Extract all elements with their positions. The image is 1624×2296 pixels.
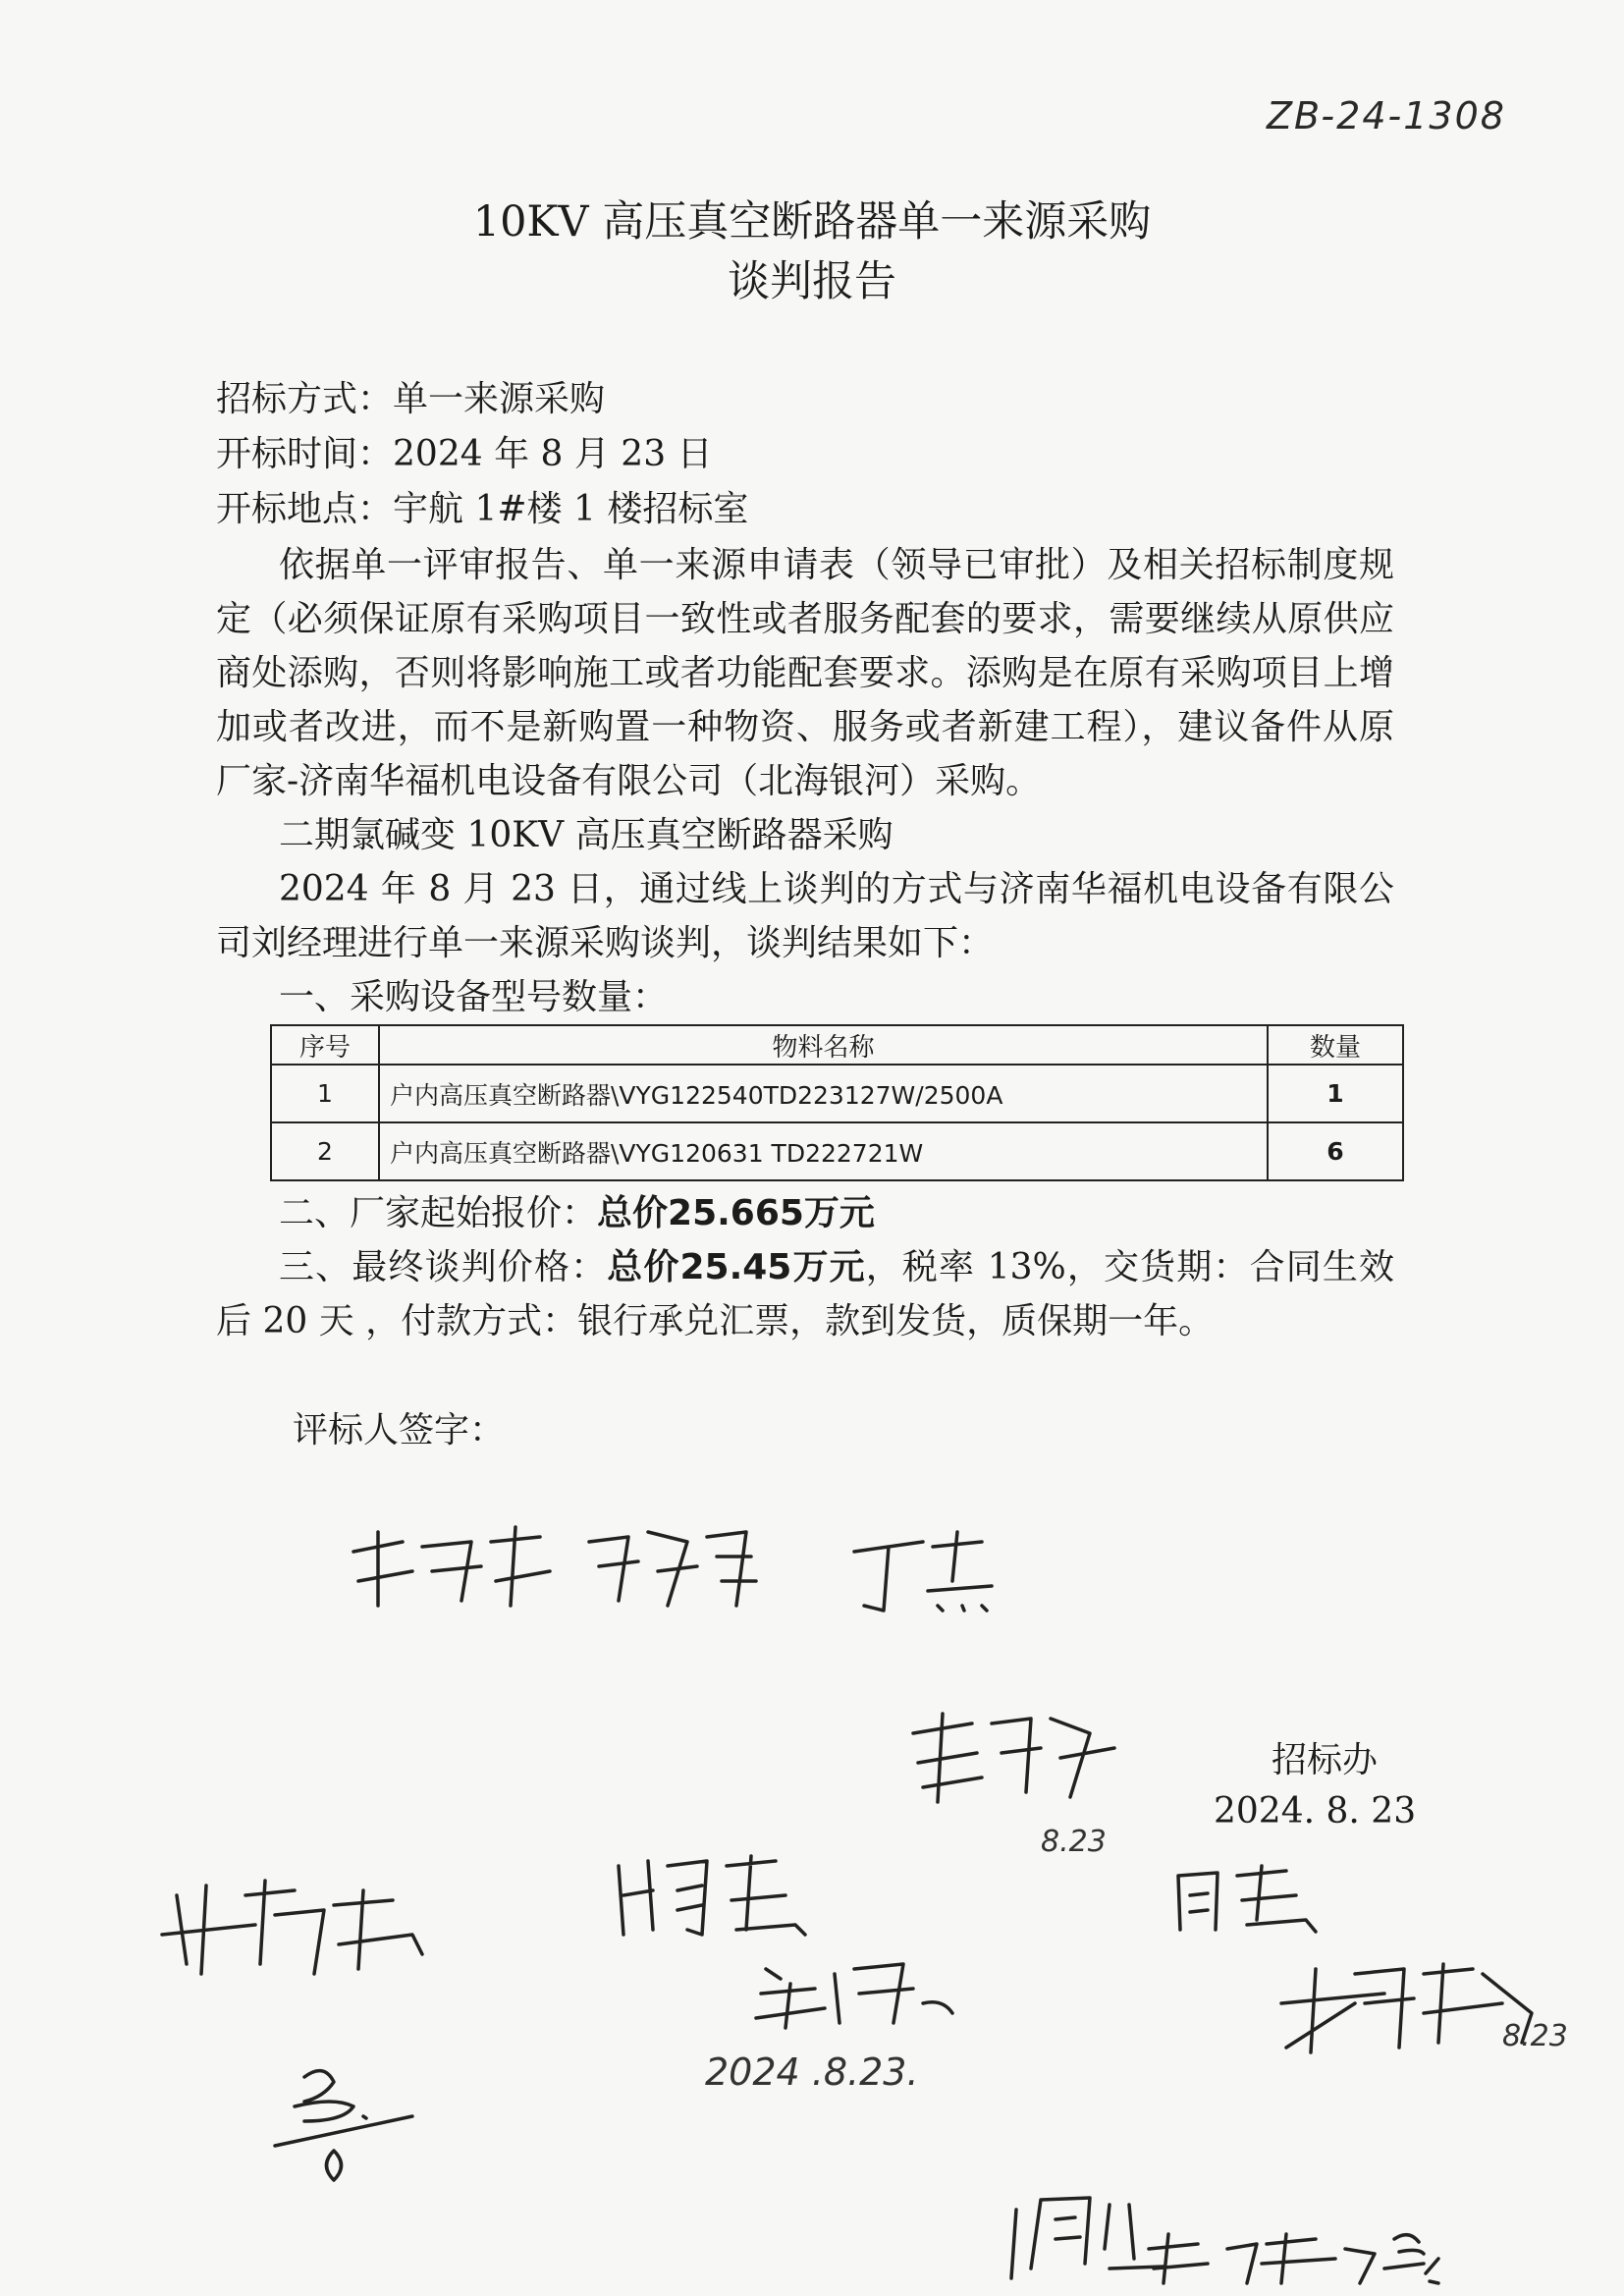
final-price-value: 总价25.45万元 xyxy=(607,1247,866,1287)
column-header: 数量 xyxy=(1268,1025,1403,1065)
page-title: 10KV 高压真空断路器单一来源采购 xyxy=(472,197,1152,246)
final-price-terms: ，税率 13%，交货期：合同生效后 20 天 ，付款方式：银行承兑汇票，款到发货，质保期一年。 xyxy=(216,1247,1394,1341)
bid-time-value: 2024 年 8 月 23 日 xyxy=(393,434,713,474)
bid-method-line xyxy=(216,375,605,424)
page-subtitle: 谈判报告 xyxy=(728,257,896,306)
signature-right-date: 8.23 xyxy=(1502,2019,1568,2053)
signature-center xyxy=(746,1954,962,2033)
office-name: 招标办 xyxy=(1272,1740,1379,1780)
document-number: ZB-24-1308 xyxy=(1267,94,1506,137)
bid-method-value: 单一来源采购 xyxy=(393,379,606,419)
column-header: 物料名称 xyxy=(379,1025,1268,1065)
signature-center-date: 2024 .8.23. xyxy=(705,2050,919,2094)
signature-top-right-date: 8.23 xyxy=(1041,1825,1107,1859)
final-price xyxy=(216,1240,1394,1348)
evaluator-signatures xyxy=(344,1512,1031,1620)
column-header: 序号 xyxy=(271,1025,379,1065)
section1-heading: 一、采购设备型号数量： xyxy=(279,977,669,1017)
office-date: 2024. 8. 23 xyxy=(1214,1791,1417,1831)
signature-left xyxy=(157,1866,432,1994)
body-text xyxy=(216,538,1394,1024)
bid-place-label: 开标地点： xyxy=(216,489,394,529)
row-index: 1 xyxy=(271,1065,379,1122)
initial-quote-value: 总价25.665万元 xyxy=(597,1193,875,1233)
initial-quote xyxy=(216,1186,1394,1240)
initial-quote-label: 二、厂家起始报价： xyxy=(279,1193,598,1233)
bid-method-label: 招标方式： xyxy=(216,379,394,419)
final-price-label: 三、最终谈判价格： xyxy=(279,1247,608,1287)
bid-place-value: 宇航 1#楼 1 楼招标室 xyxy=(393,489,749,529)
paragraph-project: 二期氯碱变 10KV 高压真空断路器采购 xyxy=(279,815,893,855)
agree-right-signature xyxy=(1168,1861,1326,1940)
equipment-table xyxy=(270,1024,1404,1181)
price-sections xyxy=(216,1186,1394,1348)
agree-left-signature xyxy=(609,1846,825,1944)
quantity: 1 xyxy=(1268,1065,1403,1122)
table-header-row xyxy=(271,1025,1403,1065)
bid-time-label: 开标时间： xyxy=(216,434,394,474)
bid-place-line xyxy=(216,485,748,534)
evaluator-label: 评标人签字： xyxy=(293,1410,506,1450)
bid-time-line xyxy=(216,430,713,479)
material-name: 户内高压真空断路器\VYG122540TD223127W/2500A xyxy=(379,1065,1268,1122)
material-name: 户内高压真空断路器\VYG120631 TD222721W xyxy=(379,1122,1268,1180)
signature-top-right xyxy=(903,1704,1129,1812)
signature-left-date xyxy=(265,2057,422,2185)
signature-bottom-2 xyxy=(1139,2224,1443,2293)
row-index: 2 xyxy=(271,1122,379,1180)
table-row xyxy=(271,1122,1403,1180)
paragraph-basis: 依据单一评审报告、单一来源申请表（领导已审批）及相关招标制度规定（必须保证原有采购项目一致性或者服务配套的要求，需要继续从原供应商处添购，否则将影响施工或者功能配套要求。添购是在原有采购项目上增加或者改进，而不是新购置一种物资、服务或者新建工程），建议备件从原厂家-济南华福机电设备有限公司（北海银河）采购。 xyxy=(216,545,1394,801)
paragraph-negotiation: 2024 年 8 月 23 日，通过线上谈判的方式与济南华福机电设备有限公司刘经理进行单一来源采购谈判，谈判结果如下： xyxy=(216,869,1394,963)
quantity: 6 xyxy=(1268,1122,1403,1180)
table-row xyxy=(271,1065,1403,1122)
